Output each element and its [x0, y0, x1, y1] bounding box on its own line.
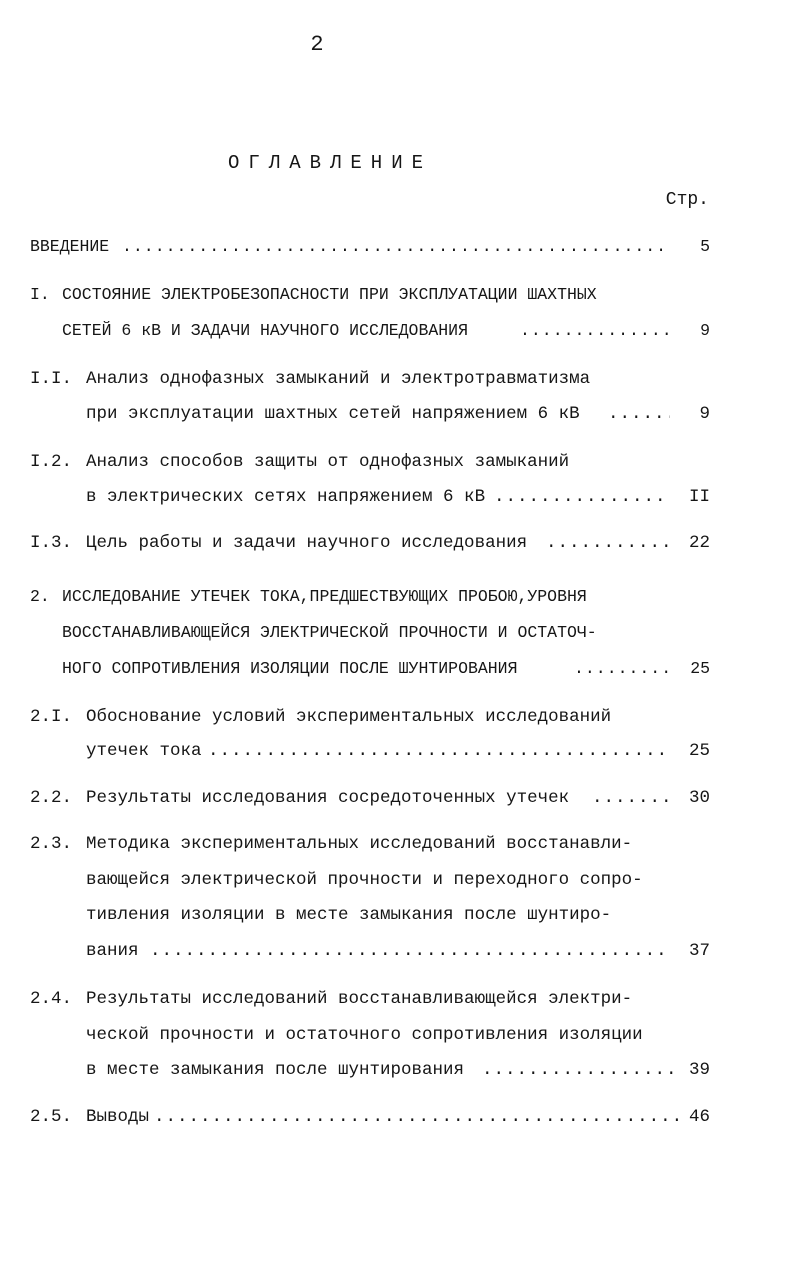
toc-entry-text: Выводы: [86, 1107, 150, 1127]
toc-entry-text: Результаты исследований восстанавливающейся электри-: [86, 989, 633, 1009]
toc-entry-text: тивления изоляции в месте замыкания после шунтиро-: [86, 905, 612, 925]
toc-entry-page: 5: [700, 237, 710, 256]
toc-entry-page: 30: [688, 788, 710, 808]
toc-entry-text: утечек тока: [86, 741, 202, 761]
leader-dots: [122, 232, 670, 262]
leader-dots: [608, 399, 670, 429]
toc-entry-text: ИССЛЕДОВАНИЕ УТЕЧЕК ТОКА,ПРЕДШЕСТВУЮЩИХ ПРОБОЮ,УРОВНЯ: [62, 587, 587, 606]
toc-entry-number: I.I.: [30, 369, 73, 389]
toc-entry-section-1-3: [0, 528, 710, 558]
toc-entry-page: II: [688, 487, 710, 507]
toc-entry-section-2-2: [0, 783, 710, 813]
leader-dots: [574, 654, 670, 684]
toc-entry-text: Анализ однофазных замыканий и электротравматизма: [86, 369, 591, 389]
toc-entry-section-1-2-cont: [0, 482, 710, 512]
toc-entry-page: 39: [688, 1060, 710, 1080]
page-number: 2: [310, 32, 324, 57]
toc-entry-section-2-3: [0, 829, 710, 859]
leader-dots: [520, 316, 670, 346]
toc-entry-text: СЕТЕЙ 6 кВ И ЗАДАЧИ НАУЧНОГО ИССЛЕДОВАНИЯ: [62, 321, 468, 340]
toc-entry-page: 25: [688, 741, 710, 761]
toc-entry-text: Анализ способов защиты от однофазных замыканий: [86, 452, 570, 472]
toc-entry-page: 46: [688, 1107, 710, 1127]
toc-entry-text: ВОССТАНАВЛИВАЮЩЕЙСЯ ЭЛЕКТРИЧЕСКОЙ ПРОЧНОСТИ И ОСТАТОЧ-: [62, 623, 597, 642]
toc-entry-number: I.2.: [30, 452, 73, 472]
toc-entry-section-1-1-cont: [0, 399, 710, 429]
toc-entry-text: Обоснование условий экспериментальных исследований: [86, 707, 612, 727]
toc-entry-intro: [0, 232, 710, 262]
toc-entry-page: 9: [699, 404, 710, 424]
toc-entry-section-2-3-cont: [0, 865, 710, 895]
toc-entry-text: при эксплуатации шахтных сетей напряжением 6 кВ: [86, 404, 580, 424]
toc-entry-number: 2.4.: [30, 989, 73, 1009]
toc-entry-number: 2.5.: [30, 1107, 73, 1127]
toc-entry-text: вающейся электрической прочности и переходного сопро-: [86, 870, 643, 890]
toc-entry-section-1-2: [0, 447, 710, 477]
toc-entry-section-2-1: [0, 702, 710, 732]
toc-entry-page: 22: [688, 533, 710, 553]
toc-entry-number: 2.I.: [30, 707, 73, 727]
toc-entry-section-2-4-cont: [0, 1020, 710, 1050]
toc-entry-section-2-5: [0, 1102, 710, 1132]
toc-entry-text: в электрических сетях напряжением 6 кВ: [86, 487, 486, 507]
toc-entry-page: 25: [690, 659, 710, 678]
toc-entry-text: ческой прочности и остаточного сопротивления изоляции: [86, 1025, 643, 1045]
toc-entry-section-1-cont: [0, 316, 710, 346]
toc-entry-text: вания: [86, 941, 139, 961]
leader-dots: [546, 528, 670, 558]
leader-dots: [592, 783, 670, 813]
toc-entry-text: Результаты исследования сосредоточенных утечек: [86, 788, 570, 808]
toc-entry-text: Методика экспериментальных исследований восстанавли-: [86, 834, 633, 854]
leader-dots: [208, 736, 670, 766]
toc-entry-section-2-3-cont: [0, 900, 710, 930]
toc-entry-text: в месте замыкания после шунтирования: [86, 1060, 465, 1080]
toc-title: ОГЛАВЛЕНИЕ: [227, 152, 433, 174]
leader-dots: [150, 936, 670, 966]
toc-entry-number: 2.3.: [30, 834, 73, 854]
toc-entry-number: 2.2.: [30, 788, 73, 808]
toc-entry-section-2-3-cont: [0, 936, 710, 966]
page-column-label: Стр.: [665, 190, 709, 210]
toc-entry-text: СОСТОЯНИЕ ЭЛЕКТРОБЕЗОПАСНОСТИ ПРИ ЭКСПЛУАТАЦИИ ШАХТНЫХ: [62, 285, 597, 304]
toc-entry-section-1: [0, 280, 710, 310]
toc-entry-number: I.3.: [30, 533, 73, 553]
toc-entry-number: I.: [30, 285, 50, 304]
toc-entry-text: ВВЕДЕНИЕ: [30, 237, 110, 256]
toc-entry-section-2-4-cont: [0, 1055, 710, 1085]
toc-entry-text: НОГО СОПРОТИВЛЕНИЯ ИЗОЛЯЦИИ ПОСЛЕ ШУНТИРОВАНИЯ: [62, 659, 518, 678]
toc-entry-number: 2.: [30, 587, 50, 606]
toc-entry-section-2-1-cont: [0, 736, 710, 766]
toc-entry-page: 9: [700, 321, 710, 340]
toc-entry-text: Цель работы и задачи научного исследования: [86, 533, 528, 553]
toc-entry-section-2-cont: [0, 654, 710, 684]
leader-dots: [482, 1055, 678, 1085]
toc-entry-section-1-1: [0, 364, 710, 394]
leader-dots: [154, 1102, 678, 1132]
toc-entry-page: 37: [688, 941, 710, 961]
toc-entry-section-2-4: [0, 984, 710, 1014]
toc-entry-section-2-cont: [0, 618, 710, 648]
leader-dots: [494, 482, 670, 512]
toc-entry-section-2: [0, 582, 710, 612]
